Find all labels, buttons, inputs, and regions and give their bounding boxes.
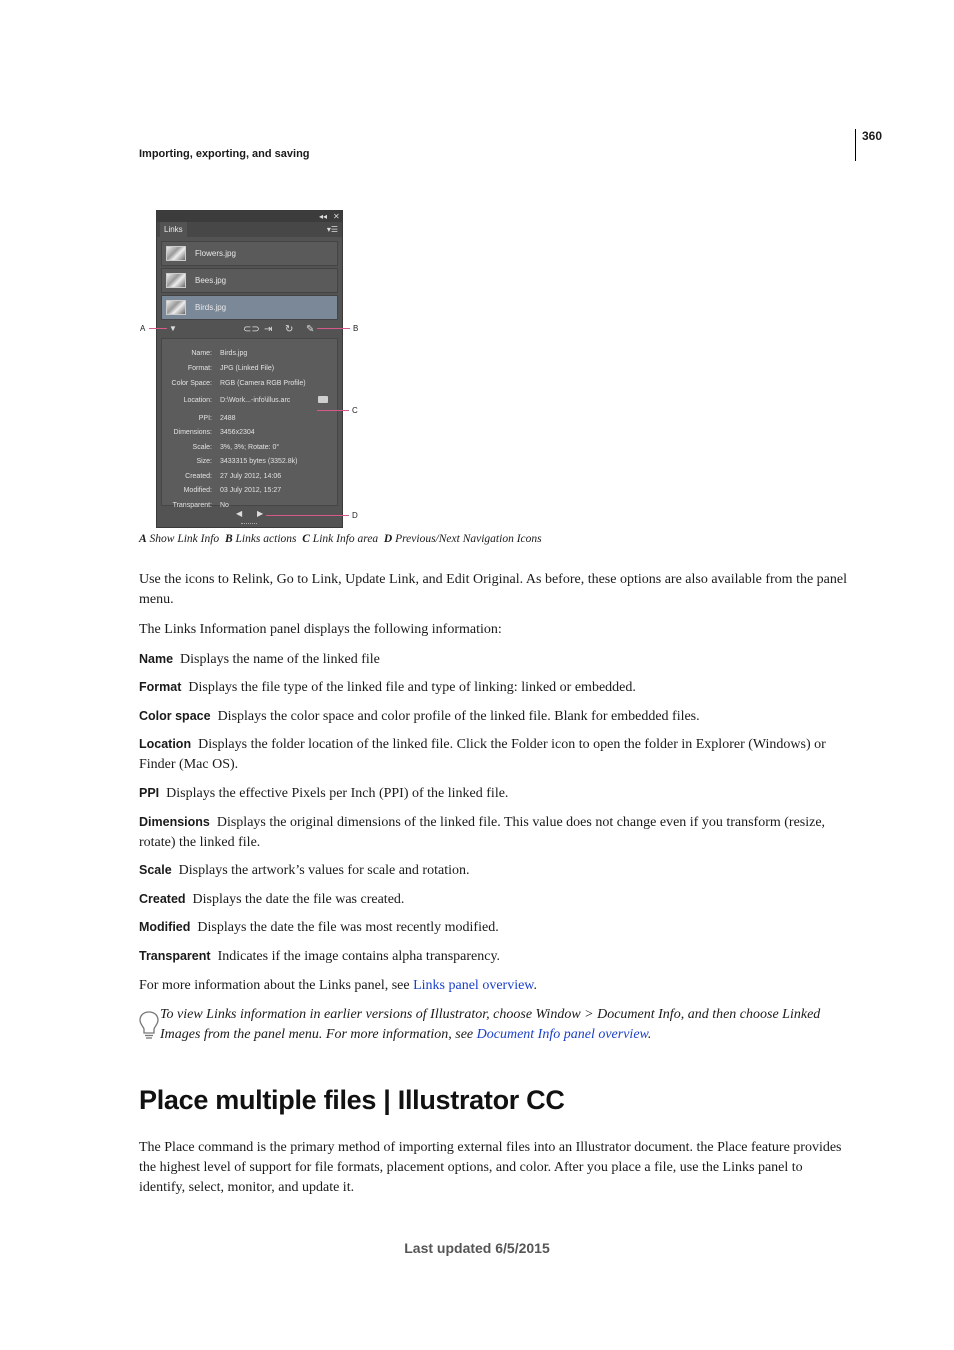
close-icon[interactable]: ✕ — [333, 212, 340, 221]
info-row-location: Location: D:\Work...-info\illus.arc — [162, 397, 337, 409]
thumbnail — [166, 300, 186, 315]
definition-dimensions: Dimensions Displays the original dimensions of the linked file. This value does not change even if you transform (resize, rotate) the linked file. — [139, 815, 826, 850]
triangle-down-icon[interactable]: ▼ — [169, 324, 177, 333]
page-number: 360 — [862, 129, 883, 143]
header-rule — [855, 129, 856, 161]
chain-link-icon[interactable]: ⊂⊃ — [243, 324, 260, 335]
info-row-created: Created: 27 July 2012, 14:06 — [185, 473, 282, 480]
links-panel-overview-link[interactable]: Links panel overview — [413, 978, 534, 993]
pencil-icon[interactable]: ✎ — [306, 324, 315, 335]
callout-line-a — [149, 328, 167, 329]
info-row-format: Format: JPG (Linked File) — [187, 365, 275, 372]
definition-color-space: Color space Displays the color space and color profile of the linked file. Blank for embedded files. — [139, 709, 700, 724]
section-heading: Place multiple files | Illustrator CC — [139, 1085, 565, 1115]
info-row-dimensions: Dimensions: 3456x2304 — [173, 429, 255, 436]
triangle-right-icon[interactable]: ▶ — [257, 509, 264, 518]
double-chevron-left-icon[interactable]: ◂◂ — [319, 212, 328, 221]
definition-created: Created Displays the date the file was created. — [139, 892, 405, 907]
tab-links[interactable]: Links — [160, 222, 187, 237]
list-item-selected[interactable] — [161, 295, 338, 320]
folder-icon[interactable] — [318, 396, 328, 403]
panel-title-bar — [157, 211, 342, 222]
tip-note: To view Links information in earlier versions of Illustrator, choose Window > Document Info, and then choose Linked Images from the panel menu. For more information, see Document Info panel overview. — [160, 1007, 821, 1042]
file-list — [161, 241, 338, 322]
refresh-icon[interactable]: ↻ — [285, 324, 294, 335]
panel-menu-icon[interactable]: ▾☰ — [326, 225, 338, 234]
callout-line-b — [317, 328, 350, 329]
section-title: Importing, exporting, and saving — [139, 148, 310, 160]
paragraph-more-info: For more information about the Links panel, see Links panel overview. — [139, 978, 537, 993]
document-info-panel-overview-link[interactable]: Document Info panel overview — [476, 1027, 648, 1042]
paragraph-place-command: The Place command is the primary method of importing external files into an Illustrator document. the Place feature provides the highest level of support for file formats, placement options, and color. After you place a file, use the Links panel to identify, select, monitor, and update it. — [139, 1140, 842, 1195]
resize-grip[interactable] — [241, 523, 257, 526]
definition-scale: Scale Displays the artwork’s values for scale and rotation. — [139, 863, 470, 878]
info-row-modified: Modified: 03 July 2012, 15:27 — [183, 487, 282, 494]
callout-line-c — [317, 410, 349, 411]
callout-a: A — [140, 324, 146, 333]
callout-b: B — [353, 324, 359, 333]
callout-c: C — [352, 406, 358, 415]
callout-line-d — [266, 515, 349, 516]
info-row-transparent: Transparent: No — [172, 502, 229, 509]
link-info-area — [161, 338, 338, 509]
list-item[interactable] — [161, 241, 338, 266]
go-to-link-icon[interactable]: ⇥ — [264, 324, 273, 335]
figure-caption: A Show Link Info B Links actions C Link Info area D Previous/Next Navigation Icons — [139, 533, 542, 545]
definition-format: Format Displays the file type of the linked file and type of linking: linked or embedded. — [139, 680, 636, 695]
list-item[interactable] — [161, 268, 338, 293]
file-name: Flowers.jpg — [195, 249, 236, 258]
definition-transparent: Transparent Indicates if the image contains alpha transparency. — [139, 949, 501, 964]
info-row-color-space: Color Space: RGB (Camera RGB Profile) — [171, 380, 306, 387]
footer-last-updated: Last updated 6/5/2015 — [404, 1240, 550, 1256]
links-panel — [156, 210, 343, 528]
file-name: Birds.jpg — [195, 303, 227, 312]
paragraph-intro: The Links Information panel displays the following information: — [139, 622, 502, 637]
info-row-scale: Scale: 3%, 3%; Rotate: 0° — [192, 444, 280, 451]
lightbulb-icon — [139, 1010, 159, 1040]
links-actions-row — [161, 323, 338, 337]
info-row-name: Name: Birds.jpg — [191, 350, 248, 357]
info-row-size: Size: 3433315 bytes (3352.8k) — [196, 458, 298, 465]
thumbnail — [166, 246, 186, 261]
definition-location: Location Displays the folder location of the linked file. Click the Folder icon to open the folder in Explorer (Windows) or Finder (Mac OS). — [139, 737, 826, 772]
definition-name: Name Displays the name of the linked file — [139, 652, 380, 667]
thumbnail — [166, 273, 186, 288]
triangle-left-icon[interactable]: ◀ — [236, 509, 243, 518]
paragraph-icons: Use the icons to Relink, Go to Link, Update Link, and Edit Original. As before, these options are also available from the panel menu. — [139, 572, 847, 607]
info-row-ppi: PPI: 2488 — [198, 415, 236, 422]
callout-d: D — [352, 511, 358, 520]
file-name: Bees.jpg — [195, 276, 227, 285]
panel-tab-row — [157, 222, 342, 237]
definition-modified: Modified Displays the date the file was most recently modified. — [139, 920, 499, 935]
definition-ppi: PPI Displays the effective Pixels per Inch (PPI) of the linked file. — [139, 786, 509, 801]
